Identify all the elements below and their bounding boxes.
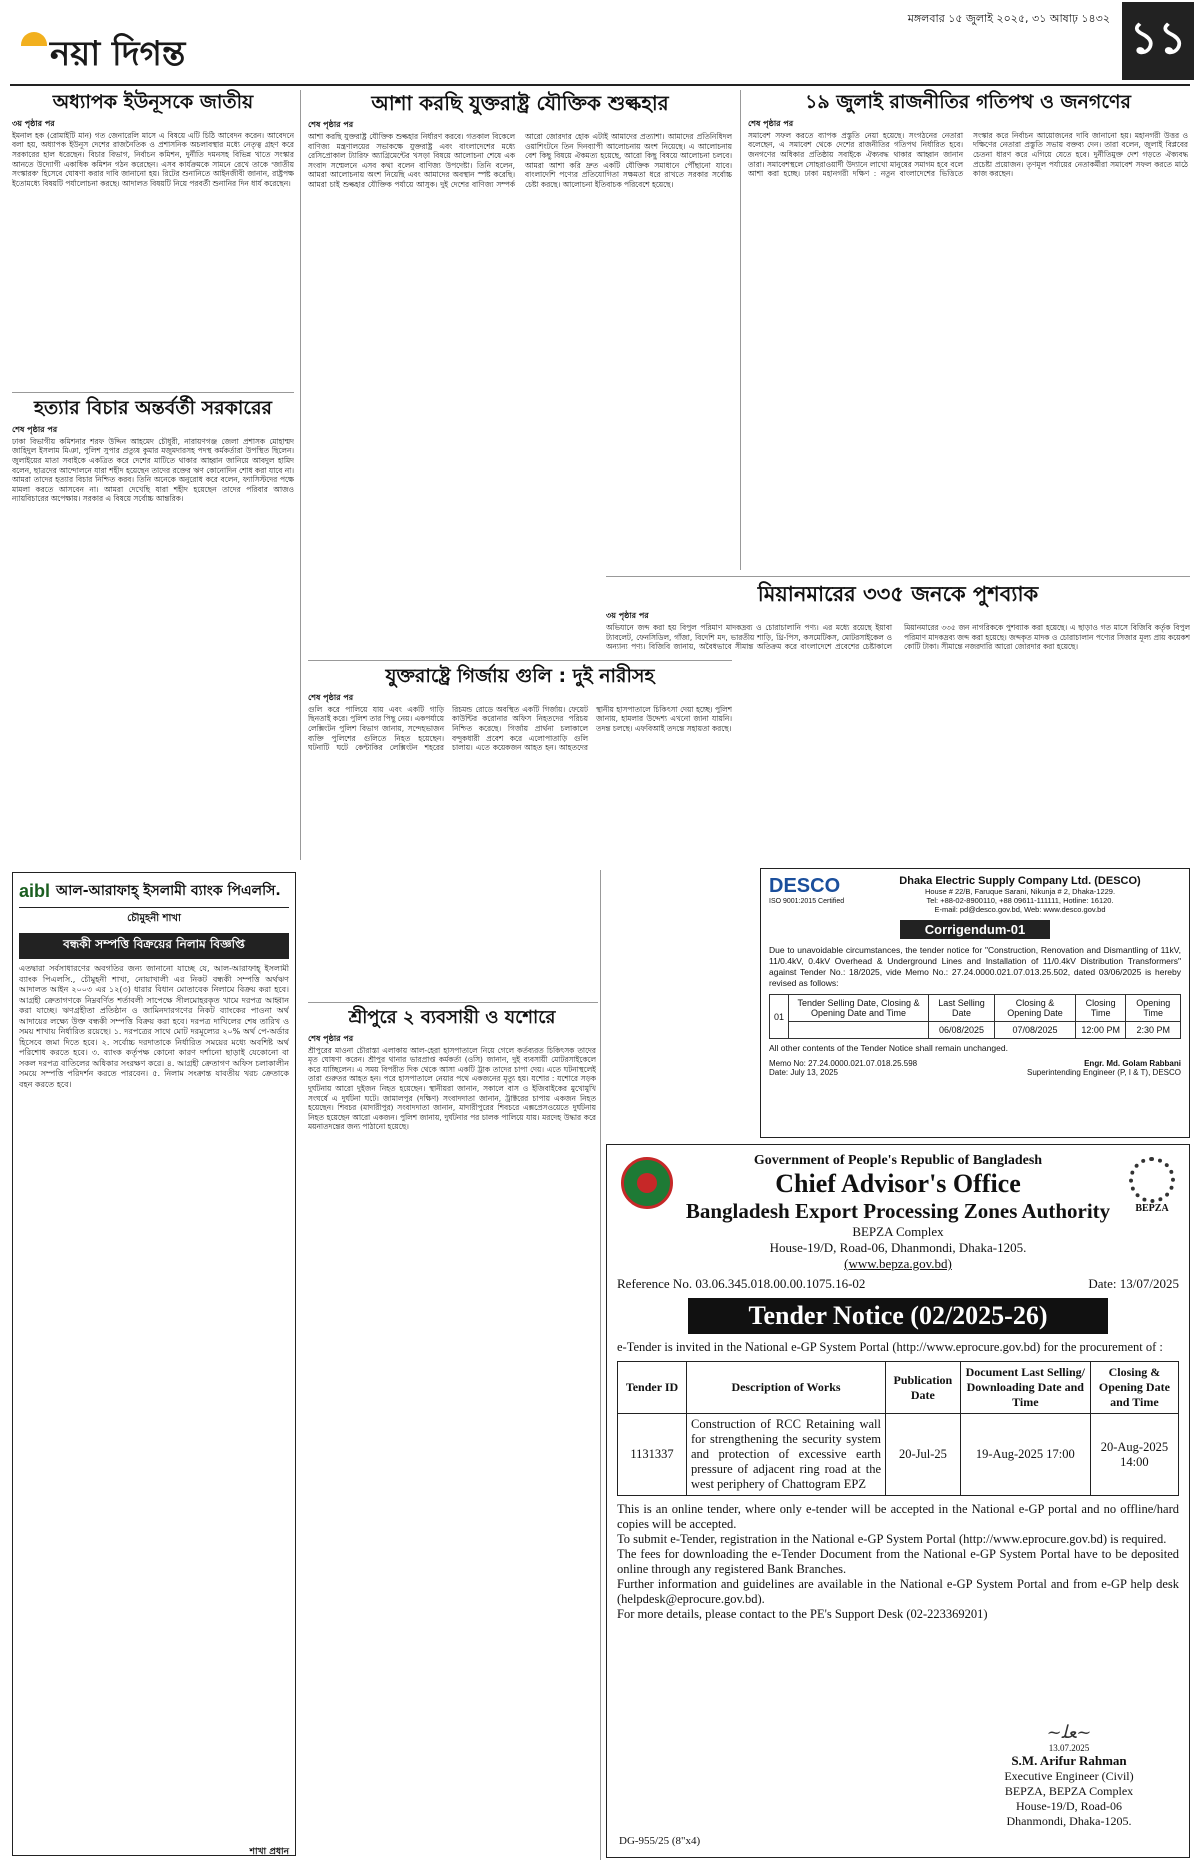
table-header: Tender Selling Date, Closing & Opening Date and Time — [789, 995, 929, 1022]
continuation-label: শেষ পৃষ্ঠার পর — [748, 118, 794, 128]
iso-label: ISO 9001:2015 Certified — [769, 898, 845, 905]
table-header: Description of Works — [687, 1362, 886, 1414]
table-row — [618, 1414, 1179, 1496]
article-body: আশা করছি যুক্তরাষ্ট্র যৌক্তিক শুল্কহার নির্ধারণ করবে। গতকাল বিকেলে বাণিজ্য মন্ত্রণালয়ের সভাকক্ষে যুক্তরাষ্ট্র এবং বাংলাদেশের মধ্যে রেসিপ্রোকাল ট্যারিফ অ্যাগ্রিমেন্টের খসড়া বিষয়ে আলোচনা শেষে এক সংবাদ সম্মেলনে এসব কথা বলেন বাণিজ্য উপদেষ্টা। তিনি বলেন, আমরা আলোচনায় অংশ নিয়েছি এবং আমাদের অবস্থান স্পষ্ট করেছি। আমরা চাই শুল্কহার যৌক্তিক পর্যায়ে আসুক। দুই দেশের বাণিজ্য সম্পর্ক আরো জোরদার হোক এটাই আমাদের প্রত্যাশা। আমাদের প্রতিনিধিদল ওয়াশিংটনে তিন দিনব্যাপী আলোচনায় অংশ নিয়েছে। এ আলোচনায় বেশ কিছু বিষয়ে ঐকমত্য হয়েছে, আরো কিছু বিষয়ে আলোচনা চলবে। আমরা আশা করি দ্রুত একটি যৌক্তিক সমাধানে পৌঁছানো যাবে। বাংলাদেশি পণ্যের প্রতিযোগিতা সক্ষমতা ধরে রাখতে সরকার সর্বোচ্চ চেষ্টা করছে। আলোচনা ইতিবাচক পরিবেশে হয়েছে। — [308, 132, 732, 189]
signer-title: Superintending Engineer (P, I & T), DESCO — [1026, 1068, 1181, 1077]
tender-table — [617, 1361, 1179, 1496]
address-line: House-19/D, Road-06, Dhanmondi, Dhaka-1205. — [769, 1240, 1027, 1255]
article-divider — [606, 576, 1190, 577]
desco-contact: Tel: +88-02-8900110, +88 09611-111111, Hotline: 16120. — [926, 896, 1114, 905]
branch-name: চৌমুহনী শাখা — [127, 913, 181, 924]
page-number: ১১ — [1122, 2, 1194, 80]
desco-address: House # 22/B, Faruque Sarani, Nikunja # 2, Dhaka-1229. — [924, 887, 1116, 896]
article-body: গুলি করে পালিয়ে যায় এবং একটি গাড়ি ছিনতাই করে। পুলিশ তার পিছু নেয়। একপর্যায়ে লেক্সিংটন পুলিশ বিভাগ জানায়, সন্দেহভাজন ব্যক্তি পুলিশের গুলিতে নিহত হয়েছেন। ঘটনাটি ঘটে কেন্টাকির লেক্সিংটন শহরের রিচমন্ড রোডে অবস্থিত একটি গির্জায়। ফেয়েট কাউন্টির করোনার অফিস নিহতদের পরিচয় নিশ্চিত করেছে। গির্জায় প্রার্থনা চলাকালে বন্দুকধারী প্রবেশ করে এলোপাতাড়ি গুলি চালায়। এতে কয়েকজন আহত হন। আহতদের স্থানীয় হাসপাতালে চিকিৎসা দেয়া হচ্ছে। পুলিশ জানায়, হামলার উদ্দেশ্য এখনো জানা যায়নি। তদন্ত চলছে। এফবিআই তদন্তে সহায়তা করছে। — [308, 704, 732, 753]
column-divider — [300, 90, 301, 860]
tender-notice-title: Tender Notice (02/2025-26) — [688, 1298, 1108, 1334]
aibl-logo: aibl — [19, 880, 51, 901]
column-divider — [600, 870, 601, 1860]
article-headline: আশা করছি যুক্তরাষ্ট্র যৌক্তিক শুল্কহার — [371, 91, 669, 115]
article-body: ইমনাল হক (রোমাইটি মান) গত জেনারেলি মাসে এ বিষয়ে এটি চিঠি আবেদন করেন। আবেদনে বলা হয়, অধ্যাপক ইউনূস দেশের রাজনৈতিক ও প্রশাসনিক অচলাবস্থার মধ্যে নেতৃত্ব গ্রহণ করে সরকারের হাল ধরেছেন। বিচার বিভাগ, নির্বাচন কমিশন, দুর্নীতি দমনসহ বিভিন্ন খাতে সংস্কার আনতে উদ্যোগী একাধিক কমিশন গঠন করেছেন। এসব কার্যক্রমকে সামনে রেখে তাকে 'জাতীয় সংস্কারক' হিসেবে ঘোষণা করার দাবি জানানো হয়। রিটের শুনানিতে আইনজীবী জানান, রাষ্ট্রপক্ষ ইতোমধ্যে বিষয়টি পর্যালোচনা করছে। আদালত বিষয়টি নিয়ে পরবর্তী শুনানির দিন ধার্য করেছেন। — [12, 130, 294, 188]
complex-line: BEPZA Complex — [852, 1224, 944, 1239]
auction-body: এতদ্বারা সর্বসাধারণের অবগতির জন্য জানানো যাচ্ছে যে, আল-আরাফাহ্ ইসলামী ব্যাংক পিএলসি., চৌমুহনী শাখা, নোয়াখালী এর নিকট বন্ধকী সম্পত্তি অর্থঋণ আদালত আইন ২০০৩ এর ১২(৩) ধারার বিধান মোতাবেক নিলামে বিক্রয় করা হবে। আগ্রহী ক্রেতাগণকে নিম্নবর্ণিত শর্তাবলী সাপেক্ষে সীলমোহরকৃত খামে দরপত্র আহ্বান করা যাচ্ছে। ঋণগ্রহীতা প্রতিষ্ঠান ও জামিনদারগণের নিকট ব্যাংকের পাওনা অর্থ আদায়ের লক্ষ্যে উক্ত বন্ধকী সম্পত্তি বিক্রয় করা হবে। দরপত্র দাখিলের শেষ তারিখ ও সময় শাখায় নির্ধারিত রয়েছে। ১. দরপত্রের সাথে মোট দরমূল্যের ২০% অর্থ পে-অর্ডার হিসেবে জমা দিতে হবে। ২. সর্বোচ্চ দরদাতাকে নির্ধারিত সময়ের মধ্যে অবশিষ্ট অর্থ পরিশোধ করতে হবে। ৩. ব্যাংক কর্তৃপক্ষ কোনো কারণ দর্শানো ছাড়াই যেকোনো বা সকল দরপত্র বাতিলের অধিকার সংরক্ষণ করে। ৪. আগ্রহী ক্রেতাগণ অফিস চলাকালীন সময়ে সম্পত্তি পরিদর্শন করতে পারবেন। ৫. নিলাম সংক্রান্ত যাবতীয় খরচ ক্রেতাকে বহন করতে হবে। — [19, 964, 289, 1089]
signature: ~ﻌﻠ~ — [1046, 1722, 1092, 1743]
tender-para: The fees for downloading the e-Tender Document from the National e-GP System Portal have to be deposited online through any registered Bank Branches. — [617, 1547, 1179, 1576]
article-headline: অধ্যাপক ইউনূসকে জাতীয় — [52, 91, 254, 113]
article-us-tariff — [308, 92, 732, 667]
dateline: মঙ্গলবার ১৫ জুলাই ২০২৫, ৩১ আষাঢ় ১৪৩২ — [907, 12, 1110, 25]
table-header: Closing & Opening Date — [995, 995, 1076, 1022]
article-body: অভিযানে জব্দ করা হয় বিপুল পরিমাণ মাদকদ্রব্য ও চোরাচালানি পণ্য। এর মধ্যে রয়েছে ইয়াবা ট্যাবলেট, ফেনসিডিল, গাঁজা, বিদেশি মদ, ভারতীয় শাড়ি, থ্রি-পিস, কসমেটিকস, মোটরসাইকেল ও অন্যান্য পণ্য। বিজিবি জানায়, অবৈধভাবে সীমান্ত অতিক্রম করে বাংলাদেশে প্রবেশের চেষ্টাকালে মিয়ানমারের ৩৩৫ জন নাগরিককে পুশব্যাক করা হয়েছে। এ ছাড়াও গত মাসে বিজিবি কর্তৃক বিপুল পরিমাণ মাদকদ্রব্য জব্দ করা হয়েছে। জব্দকৃত মাদক ও চোরাচালান পণ্যের সিজার মূল্য প্রায় কয়েকশ কোটি টাকা। সীমান্তে নজরদারি আরো জোরদার করা হয়েছে। — [606, 623, 1190, 652]
last-selling-date: 19-Aug-2025 17:00 — [960, 1414, 1090, 1496]
signer-name: Engr. Md. Golam Rabbani — [1084, 1059, 1181, 1068]
signer-title: Executive Engineer (Civil) — [1004, 1769, 1134, 1783]
continuation-label: শেষ পৃষ্ঠার পর — [308, 120, 354, 129]
article-headline: মিয়ানমারের ৩৩৫ জনকে পুশব্যাক — [757, 582, 1039, 606]
desco-logo: DESCO — [769, 875, 841, 897]
article-divider — [12, 392, 294, 393]
table-header: Closing Time — [1075, 995, 1126, 1022]
table-cell: 12:00 PM — [1075, 1022, 1126, 1039]
corrigendum-note: All other contents of the Tender Notice shall remain unchanged. — [769, 1043, 1008, 1053]
tender-intro: e-Tender is invited in the National e-GP System Portal (http://www.eprocure.gov.bd) for the procurement of : — [617, 1340, 1163, 1354]
tender-para: Further information and guidelines are available in the National e-GP System Portal and from e-GP help desk (helpdesk@eprocure.gov.bd). — [617, 1577, 1179, 1606]
newspaper-logo: নয়া দিগন্ত — [18, 28, 185, 85]
aibl-auction-ad — [12, 872, 296, 1856]
article-body: ঢাকা বিভাগীয় কমিশনার শরফ উদ্দিন আহমেদ চৌধুরী, নারায়ণগঞ্জ জেলা প্রশাসক মোহাম্মদ জাহিদুল ইসলাম মিঞা, পুলিশ সুপার প্রত্যুষ কুমার মজুমদারসহ পদস্থ কর্মকর্তারা উপস্থিত ছিলেন। জুলাইয়ের মাতা সবাইকে একত্রিত করে দেশের মাটিতে থাকার আহ্বান জানিয়ে আবদুল হামিদ বলেন, ছাত্রদের আন্দোলনে যারা শহীদ হয়েছেন তাদের রক্তের ঋণ কোনোদিন শোধ করা যাবে না। আমরা তাদের হত্যার বিচার নিশ্চিত করব। তিনি অনেকে অনুরোধ করে বলেন, ফ্যাসিস্টদের পক্ষে মামলা করতে আসবেন না। আমরা দেখেছি যারা শহীদ হয়েছেন তাদের পরিবার আজও ন্যায়বিচারের অপেক্ষায়। সরকার এ বিষয়ে সর্বোচ্চ আন্তরিক। — [12, 436, 294, 504]
tender-para: This is an online tender, where only e-tender will be accepted in the National e-GP portal and no offline/hard copies will be accepted. — [617, 1502, 1179, 1531]
notice-date: Date: 13/07/2025 — [1088, 1276, 1179, 1291]
desco-corrigendum-ad — [760, 868, 1190, 1138]
sign-date: 13.07.2025 — [1048, 1743, 1090, 1753]
article-myanmar-pushback — [606, 582, 1190, 873]
signer-address: Dhanmondi, Dhaka-1205. — [1006, 1814, 1132, 1828]
auction-title: বন্ধকী সম্পত্তি বিক্রয়ের নিলাম বিজ্ঞপ্তি — [19, 933, 289, 959]
corrigendum-title: Corrigendum-01 — [900, 920, 1050, 939]
auction-footer: শাখা প্রধান — [249, 1847, 289, 1857]
continuation-label: শেষ পৃষ্ঠার পর — [308, 692, 354, 702]
corrigendum-table — [769, 994, 1181, 1039]
continuation-label: শেষ পৃষ্ঠার পর — [308, 1033, 354, 1043]
table-header: Tender ID — [618, 1362, 687, 1414]
corrigendum-body: Due to unavoidable circumstances, the tender notice for "Construction, Renovation and Dismantling of 11kV, 11/0.4kV, 0.4kV Overhead & Underground Lines and Installation of 11/0.4kV Distribution Transformers" against Tender No.: 18/2025, vide Memo No.: 27.24.0000.021.07.013.25.502, dated 03/06/2025 is hereby revised as follows: — [769, 945, 1181, 988]
publication-date: 20-Jul-25 — [886, 1414, 961, 1496]
article-body: শ্রীপুরের মাওনা চৌরাস্তা এলাকায় আল-হেরা হাসপাতালে নিয়ে গেলে কর্তব্যরত চিকিৎসক তাদের মৃত ঘোষণা করেন। শ্রীপুর থানার ভারপ্রাপ্ত কর্মকর্তা (ওসি) জানান, দুই ব্যবসায়ী মোটরসাইকেলে করে যাচ্ছিলেন। এ সময় বিপরীত দিক থেকে আসা একটি ট্রাক তাদের চাপা দেয়। এতে ঘটনাস্থলেই তারা গুরুতর আহত হন। পরে হাসপাতালে নেয়ার পথে একজনের মৃত্যু হয়। যশোর : যশোরে সড়ক দুর্ঘটনায় আরো দুইজন নিহত হয়েছেন। স্থানীয়রা জানান, সকালে বাস ও ইজিবাইকের মুখোমুখি সংঘর্ষে এ দুর্ঘটনা ঘটে। জামালপুর (দক্ষিণ) সংবাদদাতা জানান, ট্রাক্টরের চাপায় একজন নিহত হয়েছেন। শিবচর (মাদারীপুর) সংবাদদাতা জানান, মাদারীপুরের শিবচরে এক্সপ্রেসওয়েতে দুর্ঘটনায় নিহত হয়েছেন আরো একজন। পুলিশ জানায়, দুর্ঘটনার পর চালক পালিয়ে যায়। মরদেহ উদ্ধার করে ময়নাতদন্তের জন্য পাঠানো হয়েছে। — [308, 1045, 596, 1132]
dg-number: DG-955/25 (8"x4) — [619, 1835, 701, 1847]
logo-sun-icon — [21, 32, 47, 46]
signer-name: S.M. Arifur Rahman — [1011, 1753, 1127, 1768]
article-divider — [308, 1002, 598, 1003]
bepza-logo-text: BEPZA — [1135, 1203, 1169, 1214]
bepza-gear-icon — [1129, 1157, 1175, 1203]
reference-number: Reference No. 03.06.345.018.00.00.1075.16-02 — [617, 1276, 866, 1291]
column-divider — [740, 90, 741, 570]
article-headline: শ্রীপুরে ২ ব্যবসায়ী ও যশোরে — [348, 1007, 556, 1028]
article-headline: যুক্তরাষ্ট্রে গির্জায় গুলি : দুই নারীসহ — [385, 665, 655, 687]
row-number: 01 — [770, 995, 789, 1039]
signer-address: House-19/D, Road-06 — [1016, 1799, 1122, 1813]
closing-date: 20-Aug-2025 14:00 — [1090, 1414, 1178, 1496]
table-header: Last Selling Date — [928, 995, 994, 1022]
masthead-rule — [10, 84, 1190, 86]
office-line: Chief Advisor's Office — [775, 1169, 1021, 1198]
article-july-19 — [748, 92, 1188, 591]
bepza-tender-notice — [606, 1144, 1190, 1858]
article-headline: হত্যার বিচার অন্তর্বর্তী সরকারের — [34, 397, 272, 419]
article-sreepur-accident — [308, 1008, 596, 1866]
tender-para: For more details, please contact to the PE's Support Desk (02-223369201) — [617, 1607, 988, 1621]
table-cell: 2:30 PM — [1126, 1022, 1181, 1039]
table-cell: 06/08/2025 — [928, 1022, 994, 1039]
article-body: সমাবেশ সফল করতে ব্যাপক প্রস্তুতি নেয়া হয়েছে। সংগঠনের নেতারা বলেছেন, এ সমাবেশ থেকে দেশের রাজনীতির গতিপথ নির্ধারিত হবে। জনগণের অধিকার প্রতিষ্ঠায় সবাইকে ঐক্যবদ্ধ থাকার আহ্বান জানান তারা। সমাবেশস্থলে সোহরাওয়ার্দী উদ্যানে লাখো মানুষের সমাগম হবে বলে আশা করা হচ্ছে। ঢাকা মহানগরী দক্ষিণ : নতুন বাংলাদেশের ভিত্তিতে সংস্কার করে নির্বাচন আয়োজনের দাবি জানানো হয়। মহানগরী উত্তর ও দক্ষিণের নেতারা প্রস্তুতি সভায় বক্তব্য দেন। তারা বলেন, জুলাই বিপ্লবের চেতনা ধারণ করে এগিয়ে যেতে হবে। দুর্নীতিমুক্ত দেশ গড়তে ঐক্যবদ্ধ প্রচেষ্টা প্রয়োজন। তৃণমূল পর্যায়ের নেতাকর্মীরা সমাবেশ সফল করতে মাঠে কাজ করছেন। — [748, 130, 1188, 179]
bank-name: আল-আরাফাহ্ ইসলামী ব্যাংক পিএলসি. — [56, 883, 281, 899]
website-link[interactable]: (www.bepza.gov.bd) — [844, 1256, 952, 1271]
continuation-label: শেষ পৃষ্ঠার পর — [12, 424, 58, 434]
authority-line: Bangladesh Export Processing Zones Authority — [685, 1199, 1111, 1223]
continuation-label: ৩য় পৃষ্ঠার পর — [12, 118, 55, 128]
article-murder-trial — [12, 398, 294, 877]
signer-org: BEPZA, BEPZA Complex — [1004, 1784, 1134, 1798]
memo-date: Date: July 13, 2025 — [769, 1068, 838, 1077]
desco-email: E-mail: pd@desco.gov.bd, Web: www.desco.gov.bd — [934, 905, 1106, 914]
article-yunus — [12, 92, 294, 401]
tender-id: 1131337 — [618, 1414, 687, 1496]
tender-para: To submit e-Tender, registration in the National e-GP System Portal (http://www.eprocure.gov.bd) is required. — [617, 1532, 1167, 1546]
bangladesh-seal-icon — [621, 1157, 673, 1209]
article-headline: ১৯ জুলাই রাজনীতির গতিপথ ও জনগণের — [805, 91, 1131, 113]
continuation-label: ৩য় পৃষ্ঠার পর — [606, 611, 649, 621]
table-header: Document Last Selling/ Downloading Date and Time — [960, 1362, 1090, 1414]
table-header: Publication Date — [886, 1362, 961, 1414]
gov-line: Government of People's Republic of Bangladesh — [753, 1153, 1043, 1168]
memo-number: Memo No: 27.24.0000.021.07.018.25.598 — [769, 1059, 918, 1068]
table-cell: 07/08/2025 — [995, 1022, 1076, 1039]
table-header: Opening Time — [1126, 995, 1181, 1022]
table-header: Closing & Opening Date and Time — [1090, 1362, 1178, 1414]
desco-org: Dhaka Electric Supply Company Ltd. (DESCO) — [899, 875, 1141, 887]
work-description: Construction of RCC Retaining wall for strengthening the security system and protection of excessive earth pressure of adjacent ring road at the west periphery of Chattogram EPZ — [687, 1414, 886, 1496]
